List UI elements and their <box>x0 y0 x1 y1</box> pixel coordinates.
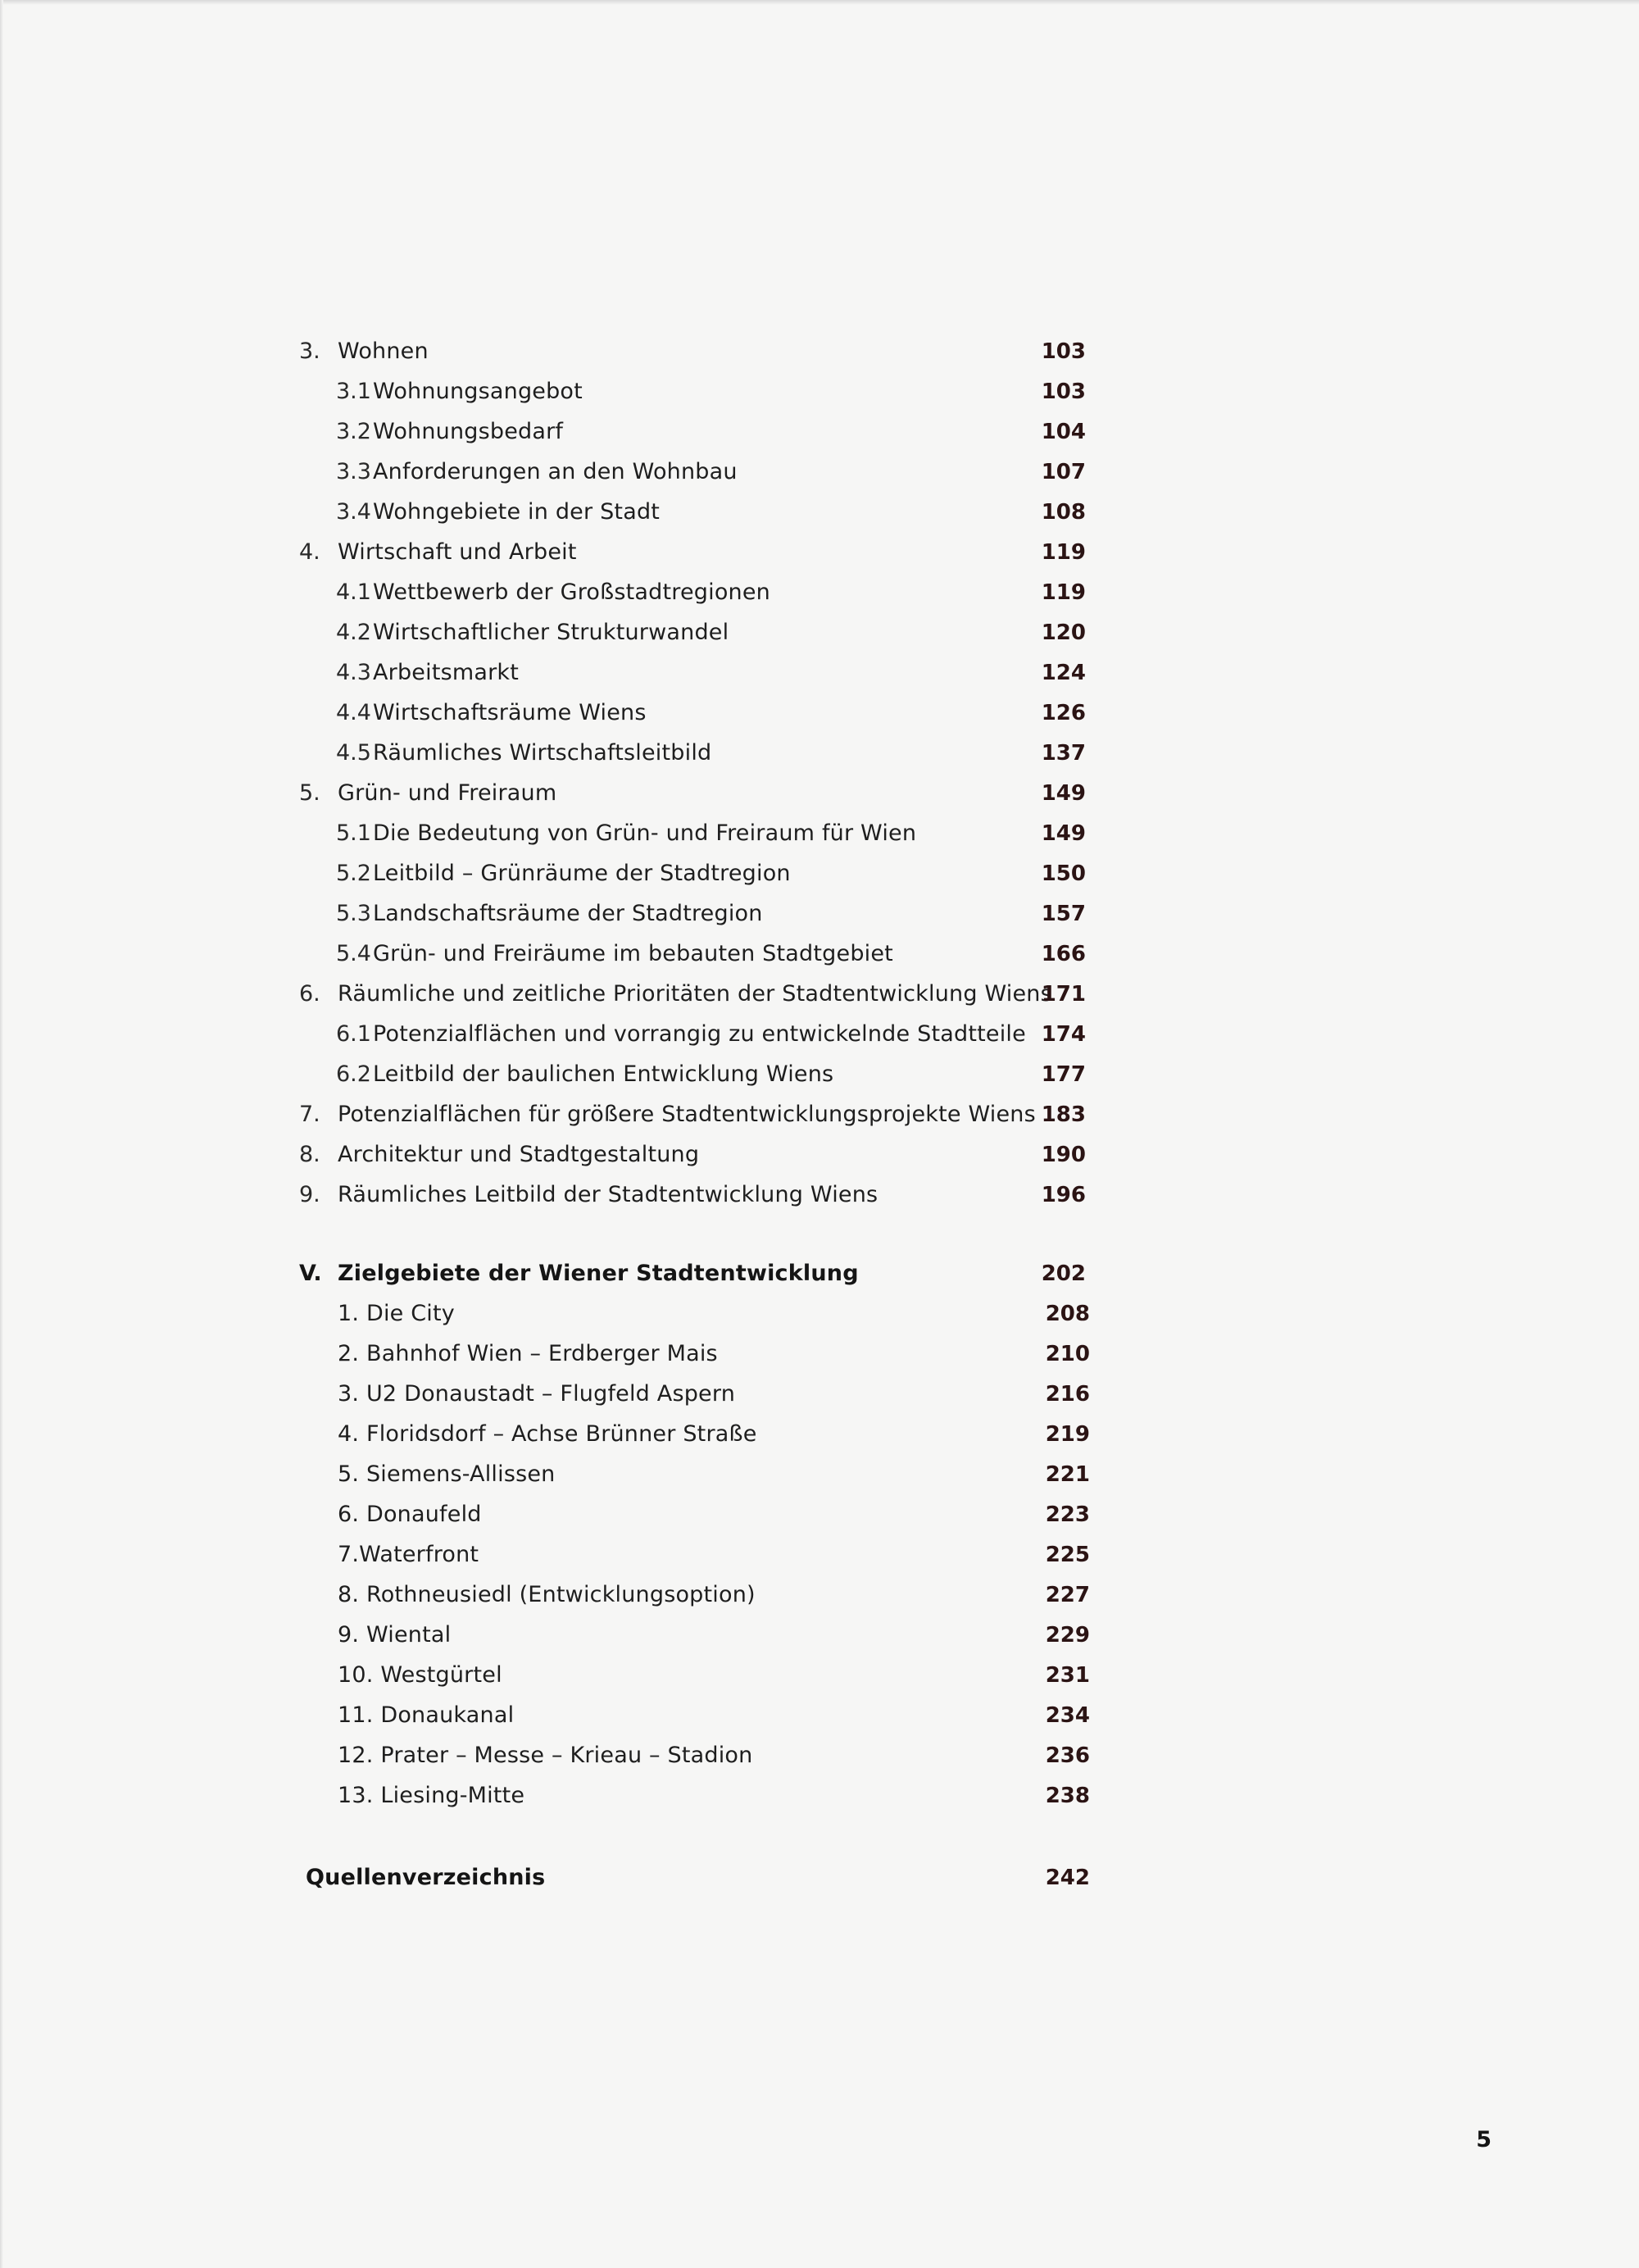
toc-entry-title: Arbeitsmarkt <box>373 660 520 685</box>
toc-entry-number: 4.1 <box>336 579 371 605</box>
toc-sources-entry[interactable] <box>0 1858 1639 1898</box>
toc-entry-page: 171 <box>1041 982 1086 1007</box>
toc-entry-number: 4.3 <box>336 660 371 685</box>
toc-entry[interactable] <box>0 1175 1639 1215</box>
toc-entry[interactable] <box>0 1455 1639 1494</box>
toc-entry-page: 202 <box>1041 1261 1086 1286</box>
toc-entry-page: 174 <box>1041 1022 1086 1047</box>
toc-entry-page: 108 <box>1041 500 1086 525</box>
toc-entry[interactable] <box>0 814 1639 853</box>
toc-entry-page: 196 <box>1041 1183 1086 1207</box>
toc-entry-text: U2 Donaustadt – Flugfeld Aspern <box>365 1381 736 1407</box>
toc-entry-number: 5.4 <box>336 941 371 966</box>
toc-entry-number: 3. <box>299 339 320 364</box>
toc-entry[interactable] <box>0 1535 1639 1575</box>
toc-entry[interactable] <box>0 734 1639 773</box>
toc-entry[interactable] <box>0 452 1639 492</box>
toc-entry-title: Leitbild der baulichen Entwicklung Wiens <box>373 1061 834 1087</box>
toc-entry-page: 221 <box>1045 1462 1090 1487</box>
toc-entry[interactable] <box>0 613 1639 652</box>
toc-entry-number: 3.3 <box>336 459 371 484</box>
toc-entry-title: Wohnungsbedarf <box>373 419 564 444</box>
toc-entry-title: Wirtschaft und Arbeit <box>338 539 577 565</box>
toc-entry-page: 190 <box>1041 1143 1086 1167</box>
toc-entry-number: 5.2 <box>336 861 371 886</box>
toc-entry-number: 8. <box>299 1142 320 1167</box>
toc-entry[interactable] <box>0 1656 1639 1695</box>
toc-entry-title <box>338 1696 514 1735</box>
toc-entry-number: 5.1 <box>336 820 371 846</box>
toc-entry[interactable] <box>0 653 1639 693</box>
toc-entry-page: 124 <box>1041 661 1086 685</box>
toc-entry[interactable] <box>0 533 1639 572</box>
toc-entry-text: Donaufeld <box>365 1502 482 1527</box>
toc-entry-number: 3.1 <box>336 379 371 404</box>
toc-entry-number: 5. <box>338 1461 360 1487</box>
toc-entry-title: Leitbild – Grünräume der Stadtregion <box>373 861 791 886</box>
toc-entry-title: Grün- und Freiraum <box>338 780 557 806</box>
toc-entry-page: 231 <box>1045 1663 1090 1688</box>
toc-entry-number: 6. <box>299 981 320 1007</box>
toc-entry-number: 13. <box>338 1783 374 1808</box>
toc-entry-page: 149 <box>1041 821 1086 846</box>
toc-entry-title: Zielgebiete der Wiener Stadtentwicklung <box>338 1261 859 1286</box>
toc-entry-page: 227 <box>1045 1583 1090 1607</box>
toc-entry-title <box>338 1415 757 1454</box>
toc-entry-page: 120 <box>1041 620 1086 645</box>
toc-entry-page: 238 <box>1045 1784 1090 1808</box>
toc-entry-title <box>338 1455 556 1494</box>
toc-entry-title: Räumliches Leitbild der Stadtentwicklung Wiens <box>338 1182 879 1207</box>
toc-entry-title: Anforderungen an den Wohnbau <box>373 459 738 484</box>
toc-entry-title <box>338 1495 482 1534</box>
toc-entry[interactable] <box>0 1776 1639 1816</box>
toc-entry-text: Wiental <box>365 1622 452 1648</box>
page-number: 5 <box>1476 2127 1491 2152</box>
toc-entry[interactable] <box>0 774 1639 813</box>
toc-entry-title <box>338 1294 455 1334</box>
toc-entry-title: Räumliche und zeitliche Prioritäten der Stadtentwicklung Wiens <box>338 981 1052 1007</box>
toc-entry-number: 8. <box>338 1582 360 1607</box>
toc-entry-title: Grün- und Freiräume im bebauten Stadtgebiet <box>373 941 893 966</box>
toc-entry[interactable] <box>0 573 1639 612</box>
toc-entry-number: 4. <box>299 539 320 565</box>
toc-entry[interactable] <box>0 1135 1639 1175</box>
toc-entry-number: 5. <box>299 780 320 806</box>
toc-entry-text: Bahnhof Wien – Erdberger Mais <box>365 1341 718 1366</box>
toc-entry-page: 216 <box>1045 1382 1090 1407</box>
toc-entry-page: 103 <box>1041 339 1086 364</box>
toc-entry[interactable] <box>0 854 1639 893</box>
toc-entry[interactable] <box>0 412 1639 452</box>
toc-entry-number: 11. <box>338 1702 374 1728</box>
toc-entry-title: Architektur und Stadtgestaltung <box>338 1142 700 1167</box>
toc-entry-title: Landschaftsräume der Stadtregion <box>373 901 763 926</box>
toc-entry-page: 149 <box>1041 781 1086 806</box>
toc-entry-title <box>338 1776 524 1816</box>
toc-entry-title <box>338 1736 752 1775</box>
toc-entry-number: 7. <box>299 1102 320 1127</box>
toc-entry-number: 3.2 <box>336 419 371 444</box>
toc-entry-page: 157 <box>1041 902 1086 926</box>
toc-entry-page: 223 <box>1045 1502 1090 1527</box>
toc-entry[interactable] <box>0 1736 1639 1775</box>
toc-entry[interactable] <box>0 1495 1639 1534</box>
toc-entry-number: 3.4 <box>336 499 371 525</box>
toc-entry-title <box>338 1535 479 1575</box>
toc-entry-page: 177 <box>1041 1062 1086 1087</box>
toc-section-heading[interactable] <box>0 1254 1639 1293</box>
toc-entry[interactable] <box>0 1294 1639 1334</box>
toc-entry-title: Quellenverzeichnis <box>306 1865 546 1890</box>
toc-entry-page: 103 <box>1041 380 1086 404</box>
toc-entry-text: Die City <box>365 1301 455 1326</box>
toc-entry[interactable] <box>0 1055 1639 1094</box>
toc-entry-page: 236 <box>1045 1743 1090 1768</box>
toc-entry[interactable] <box>0 1616 1639 1655</box>
toc-entry[interactable] <box>0 975 1639 1014</box>
toc-entry-title <box>338 1334 718 1374</box>
toc-entry[interactable] <box>0 894 1639 934</box>
toc-entry[interactable] <box>0 332 1639 371</box>
toc-entry-title: Wohnungsangebot <box>373 379 583 404</box>
toc-entry[interactable] <box>0 1696 1639 1735</box>
toc-entry-title: Räumliches Wirtschaftsleitbild <box>373 740 712 766</box>
toc-entry-text: Rothneusiedl (Entwicklungsoption) <box>365 1582 756 1607</box>
toc-entry-number: 2. <box>338 1341 360 1366</box>
toc-entry-number: 12. <box>338 1743 374 1768</box>
toc-entry-title <box>338 1375 735 1414</box>
toc-entry-page: 210 <box>1045 1342 1090 1366</box>
toc-entry-title: Potenzialflächen für größere Stadtentwicklungsprojekte Wiens <box>338 1102 1036 1127</box>
toc-entry[interactable] <box>0 693 1639 733</box>
toc-entry[interactable] <box>0 1334 1639 1374</box>
toc-entry[interactable] <box>0 1415 1639 1454</box>
toc-entry-number: V. <box>299 1261 322 1286</box>
toc-entry-number: 9. <box>299 1182 320 1207</box>
toc-entry-title: Wettbewerb der Großstadtregionen <box>373 579 770 605</box>
toc-entry[interactable] <box>0 493 1639 532</box>
toc-entry-number: 4.4 <box>336 700 371 725</box>
toc-entry[interactable] <box>0 372 1639 411</box>
toc-entry-page: 137 <box>1041 741 1086 766</box>
toc-entry-title: Potenzialflächen und vorrangig zu entwickelnde Stadtteile <box>373 1021 1026 1047</box>
toc-entry-number: 6. <box>338 1502 360 1527</box>
toc-entry[interactable] <box>0 1375 1639 1414</box>
toc-entry-text: Waterfront <box>359 1542 479 1567</box>
toc-entry-page: 234 <box>1045 1703 1090 1728</box>
toc-entry-title: Wohngebiete in der Stadt <box>373 499 661 525</box>
toc-entry-number: 1. <box>338 1301 360 1326</box>
toc-entry-text: Donaukanal <box>380 1702 515 1728</box>
toc-entry-title <box>338 1616 451 1655</box>
toc-entry-page: 119 <box>1041 540 1086 565</box>
toc-entry-title: Wirtschaftsräume Wiens <box>373 700 647 725</box>
toc-entry-number: 5.3 <box>336 901 371 926</box>
toc-entry-page: 150 <box>1041 861 1086 886</box>
toc-entry-text: Prater – Messe – Krieau – Stadion <box>380 1743 753 1768</box>
toc-entry-title: Die Bedeutung von Grün- und Freiraum für Wien <box>373 820 917 846</box>
toc-entry-number: 6.1 <box>336 1021 371 1047</box>
toc-entry-number: 9. <box>338 1622 360 1648</box>
toc-entry-text: Liesing-Mitte <box>380 1783 525 1808</box>
toc-entry-title: Wirtschaftlicher Strukturwandel <box>373 620 729 645</box>
toc-entry-title <box>338 1656 502 1695</box>
toc-entry-number: 3. <box>338 1381 360 1407</box>
toc-entry-page: 107 <box>1041 460 1086 484</box>
toc-entry-page: 183 <box>1041 1102 1086 1127</box>
toc-entry[interactable] <box>0 1095 1639 1134</box>
toc-entry-page: 242 <box>1045 1866 1090 1890</box>
toc-entry-page: 166 <box>1041 942 1086 966</box>
toc-entry-page: 219 <box>1045 1422 1090 1447</box>
toc-entry-number: 4.2 <box>336 620 371 645</box>
toc-entry-number: 4. <box>338 1421 360 1447</box>
toc-entry-title: Wohnen <box>338 339 429 364</box>
toc-entry[interactable] <box>0 1575 1639 1615</box>
toc-entry-number: 7. <box>338 1542 360 1567</box>
toc-entry-page: 208 <box>1045 1302 1090 1326</box>
toc-entry-text: Siemens-Allissen <box>365 1461 556 1487</box>
toc-entry-page: 126 <box>1041 701 1086 725</box>
toc-entry-title <box>338 1575 756 1615</box>
toc-entry-text: Westgürtel <box>380 1662 502 1688</box>
toc-entry-text: Floridsdorf – Achse Brünner Straße <box>365 1421 757 1447</box>
toc-entry[interactable] <box>0 934 1639 974</box>
toc-entry-page: 104 <box>1041 420 1086 444</box>
toc-entry-page: 119 <box>1041 580 1086 605</box>
toc-entry[interactable] <box>0 1015 1639 1054</box>
toc-entry-page: 229 <box>1045 1623 1090 1648</box>
toc-entry-number: 4.5 <box>336 740 371 766</box>
toc-entry-number: 10. <box>338 1662 374 1688</box>
toc-entry-page: 225 <box>1045 1543 1090 1567</box>
toc-entry-number: 6.2 <box>336 1061 371 1087</box>
